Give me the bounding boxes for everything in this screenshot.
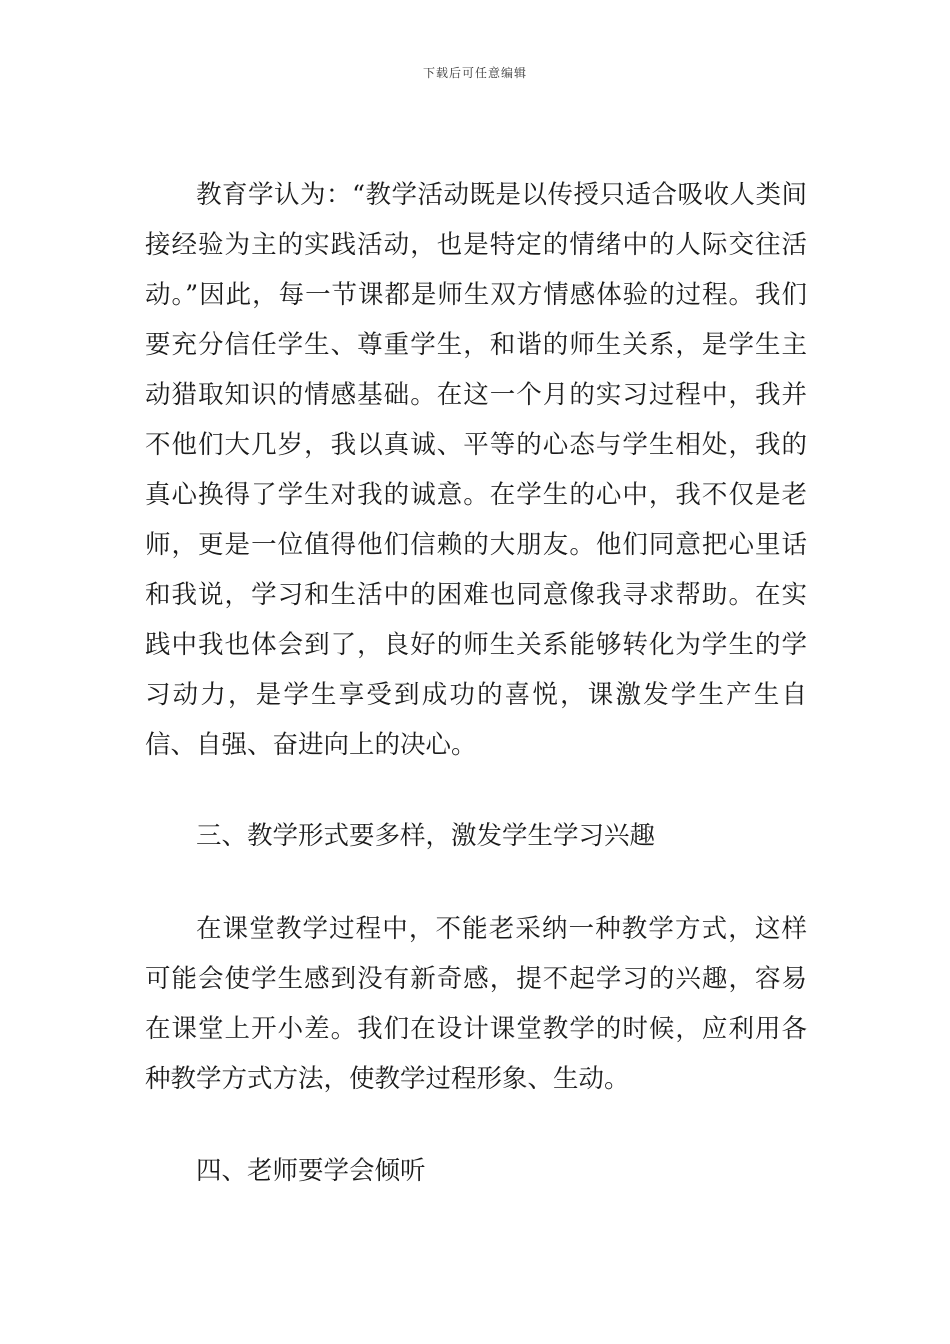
body-paragraph-teacher-student-relationship: 教育学认为：“教学活动既是以传授只适合吸收人类间接经验为主的实践活动，也是特定的情绪中的人际交往活动。”因此，每一节课都是师生双方情感体验的过程。我们要充分信任学生、尊重学生，和谐的师生关系，是学生主动猎取知识的情感基础。在这一个月的实习过程中，我并不他们大几岁，我以真诚、平等的心态与学生相处，我的真心换得了学生对我的诚意。在学生的心中，我不仅是老师，更是一位值得他们信赖的大朋友。他们同意把心里话和我说，学习和生活中的困难也同意像我寻求帮助。在实践中我也体会到了，良好的师生关系能够转化为学生的学习动力，是学生享受到成功的喜悦，课激发学生产生自信、自强、奋进向上的决心。 [145, 180, 807, 760]
section-heading-3: 三、教学形式要多样，激发学生学习兴趣 [196, 821, 656, 851]
document-body [145, 170, 807, 1196]
section-heading-4: 四、老师要学会倾听 [196, 1156, 426, 1186]
page-header: 下载后可任意编辑 [422, 66, 527, 80]
body-paragraph-teaching-methods: 在课堂教学过程中，不能老采纳一种教学方式，这样可能会使学生感到没有新奇感，提不起学习的兴趣，容易在课堂上开小差。我们在设计课堂教学的时候，应利用各种教学方式方法，使教学过程形象、生动。 [145, 914, 807, 1094]
